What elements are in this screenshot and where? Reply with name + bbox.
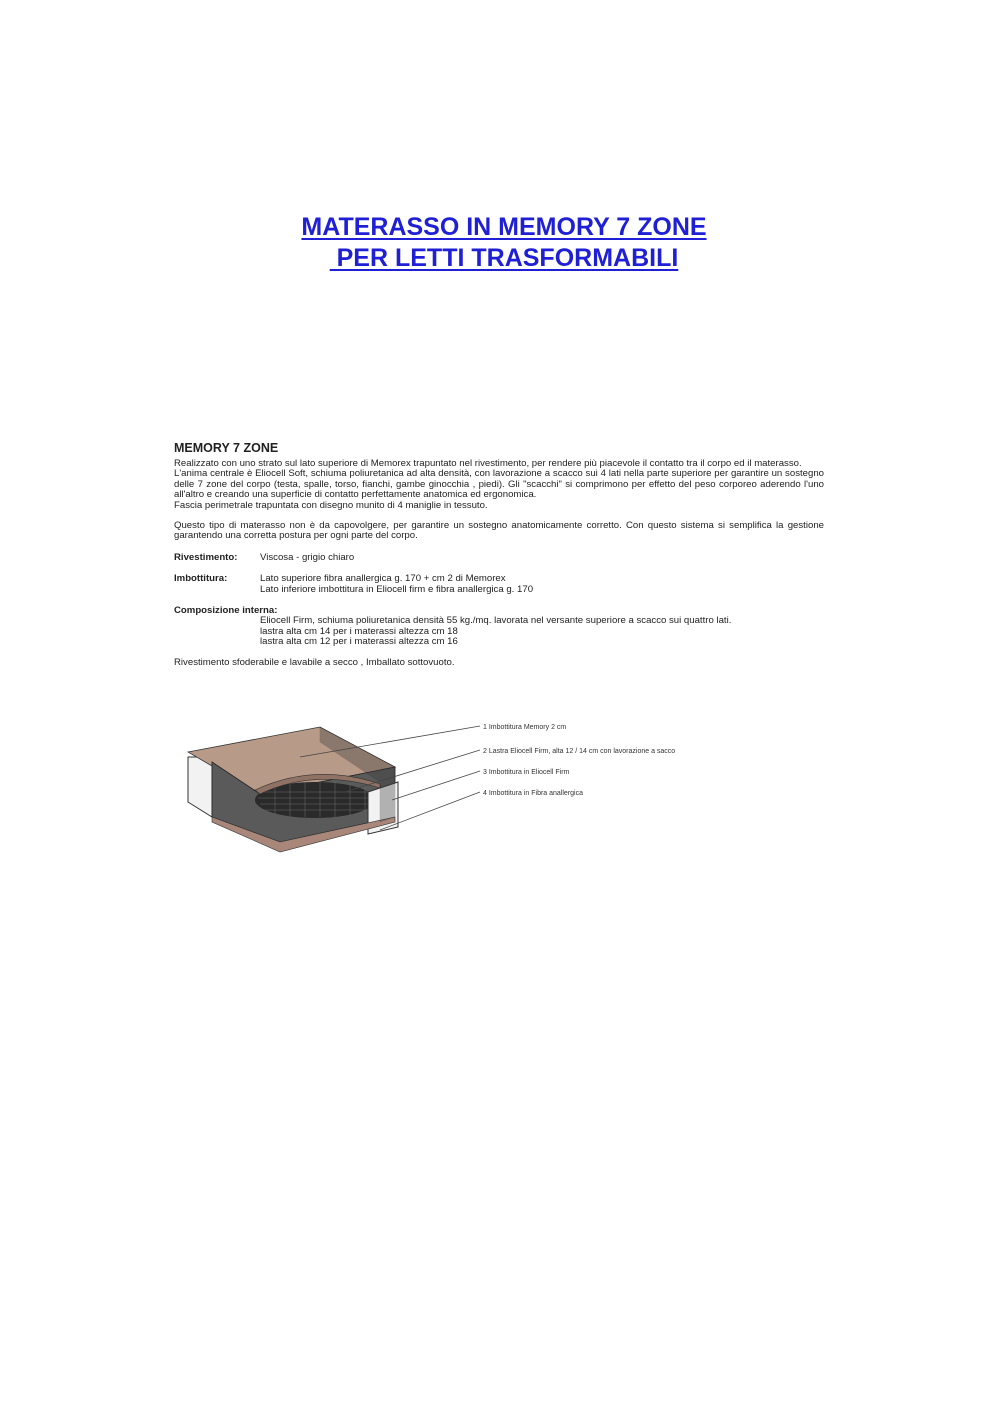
callout-4: 4 Imbottitura in Fibra anallergica bbox=[483, 790, 583, 797]
composizione-values bbox=[174, 616, 824, 647]
rivestimento-value: Viscosa - grigio chiaro bbox=[260, 551, 355, 563]
imbottitura-label: Imbottitura: bbox=[174, 573, 228, 585]
composizione-line-3: lastra alta cm 12 per i materassi altezza cm 16 bbox=[260, 636, 458, 648]
rivestimento-label: Rivestimento: bbox=[174, 551, 238, 563]
composizione-label: Composizione interna: bbox=[174, 605, 278, 617]
composizione-line-2: lastra alta cm 14 per i materassi altezza cm 18 bbox=[260, 625, 458, 637]
rivestimento-row bbox=[174, 553, 824, 563]
footer-note: Rivestimento sfoderabile e lavabile a secco , Imballato sottovuoto. bbox=[174, 656, 455, 668]
intro-paragraph-2: L'anima centrale è Eliocell Soft, schiuma poliuretanica ad alta densità, con lavorazione a scacco sui 4 lati nella parte superiore per garantire un sostegno delle 7 zone del corpo (testa, spalle, torso, fianchi, gambe ginocchia , piedi). Gli "scacchi" si comprimono per effetto del peso corporeo aderendo l'uno all'altro e creando una superficie di contatto perfettamente anatomica ed ergonomica. bbox=[174, 468, 824, 501]
intro-paragraph-1: Realizzato con uno strato sul lato superiore di Memorex trapuntato nel rivestimento, per rendere più piacevole il contatto tra il corpo ed il materasso. bbox=[174, 458, 802, 469]
mattress-cross-section-illustration bbox=[180, 712, 740, 862]
callout-3: 3 Imbottitura in Eliocell Firm bbox=[483, 769, 570, 776]
page-title bbox=[0, 212, 992, 274]
product-name: MEMORY 7 ZONE bbox=[174, 441, 279, 455]
imbottitura-line-2: Lato inferiore imbottitura in Eliocell firm e fibra anallergica g. 170 bbox=[260, 583, 534, 595]
callout-1: 1 Imbottitura Memory 2 cm bbox=[483, 724, 567, 731]
spec-sheet bbox=[174, 441, 824, 668]
title-line-1: MATERASSO IN MEMORY 7 ZONE bbox=[301, 213, 707, 241]
mattress-diagram bbox=[180, 712, 740, 862]
callout-2: 2 Lastra Eliocell Firm, alta 12 / 14 cm con lavorazione a sacco bbox=[483, 748, 676, 755]
intro-paragraph-3: Fascia perimetrale trapuntata con disegno munito di 4 maniglie in tessuto. bbox=[174, 499, 488, 511]
imbottitura-line-1: Lato superiore fibra anallergica g. 170 + cm 2 di Memorex bbox=[260, 573, 506, 585]
title-line-2: PER LETTI TRASFORMABILI bbox=[329, 244, 679, 272]
composizione-line-1: Eliocell Firm, schiuma poliuretanica densità 55 kg./mq. lavorata nel versante superiore a scacco sui quattro lati. bbox=[260, 615, 732, 627]
side-white-block bbox=[188, 757, 212, 817]
imbottitura-values bbox=[260, 574, 824, 595]
paragraph-capovolgere: Questo tipo di materasso non è da capovolgere, per garantire un sostegno anatomicamente corretto. Con questo sistema si semplifica la gestione garantendo una corretta postura per ogni parte del corpo. bbox=[174, 520, 824, 542]
imbottitura-row bbox=[174, 574, 824, 595]
